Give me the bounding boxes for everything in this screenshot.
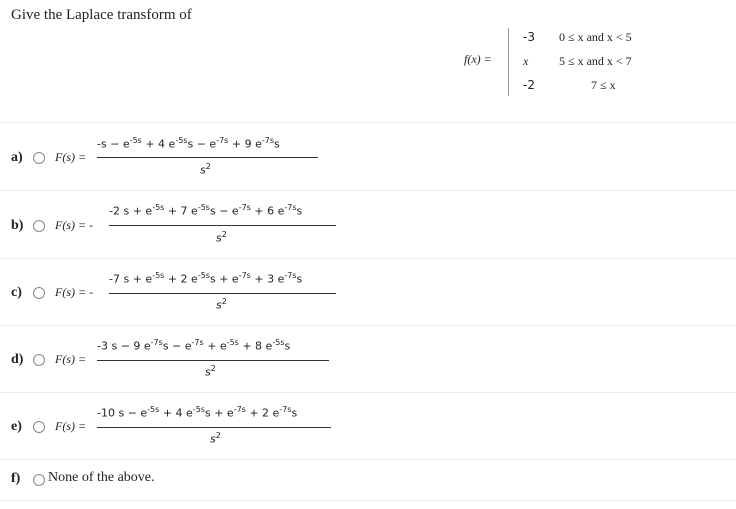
option-lhs-b: F(s) = - [55,218,94,232]
option-lhs-a: F(s) = [55,150,87,164]
fraction-bar-e [97,427,331,428]
option-lhs-c: F(s) = - [55,285,94,299]
option-numerator-d: -3 s − 9 $e^{-7s}s - e^{-7s} + e^{-5s} + 8$ $e^{-5s}s$ [97,338,291,353]
fraction-bar-b [109,225,336,226]
option-lhs-e: F(s) = [55,419,87,433]
piece-value-1: -3 [523,30,535,44]
option-letter-d: d) [11,352,24,367]
option-radio-f[interactable] [33,474,45,486]
option-denominator-d: $s^2$ [205,364,216,379]
fraction-bar-a [97,157,318,158]
option-letter-e: e) [11,419,22,434]
option-numerator-c: -7 $s + e^{-5s} + 2$ $e^{-5s}s + e^{-7s} + 3$ $e^{-7s}s$ [109,271,303,286]
option-label-f: None of the above. [48,470,155,485]
piecewise-brace [508,28,509,96]
option-letter-f: f) [11,471,21,486]
option-letter-b: b) [11,218,24,233]
option-denominator-b: $s^2$ [216,230,227,245]
option-lhs-d: F(s) = [55,352,87,366]
option-letter-a: a) [11,150,23,165]
option-denominator-c: $s^2$ [216,297,227,312]
fraction-bar-c [109,293,336,294]
fraction-bar-d [97,360,329,361]
option-numerator-a: $-s - e^{-5s} + 4$ $e^{-5s}s - e^{-7s} + 9$ $e^{-7s}s$ [97,136,280,151]
option-denominator-a: $s^2$ [200,162,211,177]
option-numerator-b: -2 $s + e^{-5s} + 7$ $e^{-5s}s - e^{-7s} + 6$ $e^{-7s}s$ [109,203,303,218]
option-denominator-e: $s^2$ [210,431,221,446]
option-numerator-e: -10 $s - e^{-5s} + 4$ $e^{-5s}s + e^{-7s} + 2$ $e^{-7s}s$ [97,405,298,420]
question-prompt: Give the Laplace transform of [11,7,192,23]
option-radio-c[interactable] [33,287,45,299]
option-letter-c: c) [11,285,22,300]
piece-value-3: -2 [523,78,535,92]
function-label: f(x) = [464,52,492,66]
option-radio-e[interactable] [33,421,45,433]
option-radio-b[interactable] [33,220,45,232]
option-radio-a[interactable] [33,152,45,164]
piece-value-2: x [523,54,529,68]
option-radio-d[interactable] [33,354,45,366]
piece-condition-3: 7 ≤ x [591,78,616,92]
piece-condition-2: 5 ≤ x and x < 7 [559,54,632,68]
piece-condition-1: 0 ≤ x and x < 5 [559,30,632,44]
